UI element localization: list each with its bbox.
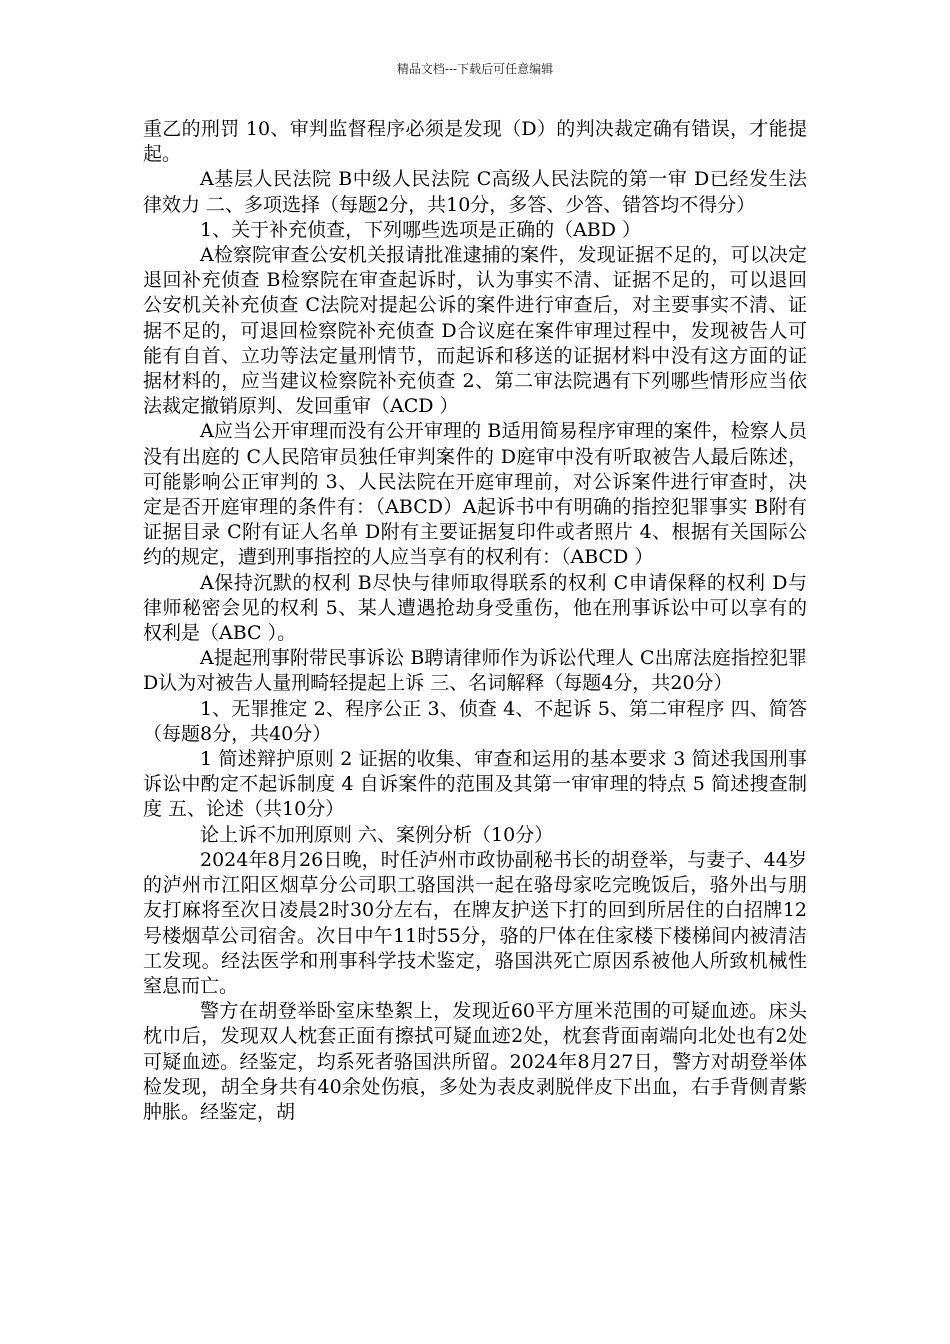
- paragraph: A检察院审查公安机关报请批准逮捕的案件，发现证据不足的，可以决定退回补充侦查 B检察院在审查起诉时，认为事实不清、证据不足的，可以退回公安机关补充侦查 C法院对提起公诉的案件进行审查后，对主要事实不清、证据不足的，可退回检察院补充侦查 D合议庭在案件审理过程中，发现被告人可能有自首、立功等法定量刑情节，而起诉和移送的证据材料中没有这方面的证据材料的，应当建议检察院补充侦查 2、第二审法院遇有下列哪些情形应当依法裁定撤销原判、发回重审（ACD ）: [143, 244, 807, 418]
- document-body: [143, 117, 807, 1125]
- paragraph: 2024年8月26日晚，时任泸州市政协副秘书长的胡登举，与妻子、44岁的泸州市江阳区烟草分公司职工骆国洪一起在骆母家吃完晚饭后，骆外出与朋友打麻将至次日凌晨2时30分左右，在牌友护送下打的回到所居住的白招牌12号楼烟草公司宿舍。次日中午11时55分，骆的尸体在住家楼下楼梯间内被清洁工发现。经法医学和刑事科学技术鉴定，骆国洪死亡原因系被他人所致机械性窒息而亡。: [143, 848, 807, 997]
- paragraph: A基层人民法院 B中级人民法院 C高级人民法院的第一审 D已经发生法律效力 二、多项选择（每题2分，共10分，多答、少答、错答均不得分）: [143, 168, 807, 216]
- paragraph: A应当公开审理而没有公开审理的 B适用简易程序审理的案件，检察人员没有出庭的 C人民陪审员独任审判案件的 D庭审中没有听取被告人最后陈述，可能影响公正审判的 3、人民法院在开庭审理前，对公诉案件进行审查时，决定是否开庭审理的条件有：（ABCD）A起诉书中有明确的指控犯罪事实 B附有证据目录 C附有证人名单 D附有主要证据复印件或者照片 4、根据有关国际公约的规定，遭到刑事指控的人应当享有的权利有：（ABCD ）: [143, 420, 807, 569]
- paragraph: 论上诉不加刑原则 六、案例分析（10分）: [200, 823, 554, 846]
- paragraph: 警方在胡登举卧室床垫絮上，发现近60平方厘米范围的可疑血迹。床头枕巾后，发现双人枕套正面有擦拭可疑血迹2处，枕套背面南端向北处也有2处可疑血迹。经鉴定，均系死者骆国洪所留。2024年8月27日，警方对胡登举体检发现，胡全身共有40余处伤痕，多处为表皮剥脱伴皮下出血，右手背侧青紫肿胀。经鉴定，胡: [143, 1000, 807, 1123]
- paragraph: A保持沉默的权利 B尽快与律师取得联系的权利 C申请保释的权利 D与律师秘密会见的权利 5、某人遭遇抢劫身受重伤，他在刑事诉讼中可以享有的权利是（ABC ）。: [143, 571, 807, 645]
- paragraph: 重乙的刑罚 10、审判监督程序必须是发现（D）的判决裁定确有错误，才能提起。: [143, 118, 807, 166]
- paragraph: 1 简述辩护原则 2 证据的收集、审查和运用的基本要求 3 简述我国刑事诉讼中酌定不起诉制度 4 自诉案件的范围及其第一审审理的特点 5 简述搜查制度 五、论述（共10分）: [143, 748, 807, 821]
- paragraph: 1、无罪推定 2、程序公正 3、侦查 4、不起诉 5、第二审程序 四、简答（每题8分，共40分）: [143, 697, 807, 745]
- paragraph: 1、关于补充侦查，下列哪些选项是正确的（ABD ）: [200, 218, 642, 241]
- page-header: 精品文档---下载后可任意编辑: [396, 62, 554, 76]
- paragraph: A提起刑事附带民事诉讼 B聘请律师作为诉讼代理人 C出席法庭指控犯罪 D认为对被告人量刑畸轻提起上诉 三、名词解释（每题4分，共20分）: [143, 647, 807, 695]
